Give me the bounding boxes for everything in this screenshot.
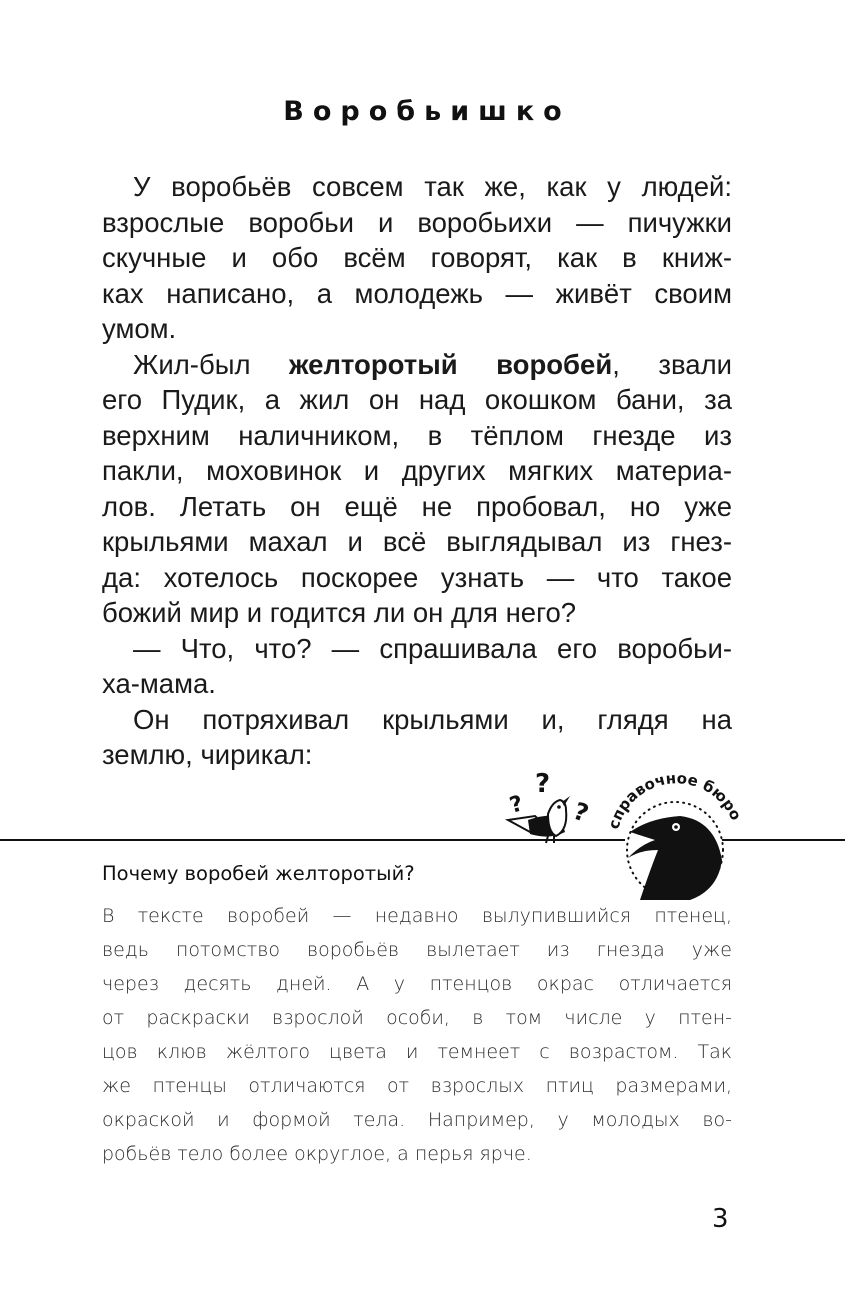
story-text (102, 169, 732, 773)
badge-text: справочное бюро (604, 769, 746, 832)
text-line: землю, чирикал: (102, 739, 313, 770)
text-line: взрослые воробьи и воробьихи — пичужки (102, 206, 732, 238)
svg-text:?: ? (535, 769, 551, 799)
sidebar-heading: Почему воробей желторотый? (102, 862, 415, 885)
svg-text:?: ? (569, 796, 593, 828)
svg-text:?: ? (507, 791, 526, 819)
crow-badge-icon (604, 769, 745, 900)
sidebar-line: же птенцы отличаются от взрослых птиц размерами, (102, 1075, 732, 1097)
text-line: лов. Летать он ещё не пробовал, но уже (102, 490, 732, 522)
reference-bureau-illustration (490, 750, 750, 900)
text-line: ках написано, а молодежь — живёт своим (102, 277, 732, 309)
sidebar-line: робьёв тело более округлое, а перья ярче. (102, 1143, 532, 1165)
text-line: скучные и обо всём говорят, как в книж- (102, 242, 732, 273)
text-fragment: Жил-был (133, 348, 290, 380)
sidebar-line: цов клюв жёлтого цвета и темнеет с возрастом. Так (102, 1041, 732, 1063)
text-line: верхним наличником, в тёплом гнезде из (102, 419, 732, 451)
story-title: Воробьишко (283, 96, 571, 127)
text-line: пакли, моховинок и других мягких материа- (102, 455, 732, 486)
bold-term: желторотый воробей (289, 348, 613, 380)
sidebar-line: от раскраски взрослой особи, в том числе у птен- (102, 1007, 732, 1029)
text-line: У воробьёв совсем так же, как у людей: (133, 171, 732, 202)
text-line: да: хотелось поскорее узнать — что такое (102, 561, 732, 593)
sidebar-line: В тексте воробей — недавно вылупившийся птенец, (102, 905, 732, 927)
sidebar-line: ведь потомство воробьёв вылетает из гнезда уже (102, 939, 732, 961)
text-line: Он потряхивал крыльями и, глядя на (133, 703, 732, 735)
sidebar-line: через десять дней. А у птенцов окрас отличается (102, 973, 732, 995)
text-fragment: , звали (612, 348, 732, 380)
sidebar-text (102, 899, 732, 1171)
text-line: ха-мама. (102, 668, 216, 699)
page-number: 3 (712, 1204, 729, 1234)
text-line (102, 347, 732, 383)
text-line: божий мир и годится ли он для него? (102, 597, 577, 628)
sidebar-line: окраской и формой тела. Например, у молодых во- (102, 1109, 732, 1131)
text-line: его Пудик, а жил он над окошком бани, за (102, 384, 732, 415)
text-line: крыльями махал и всё выглядывал из гнез- (102, 526, 732, 557)
text-line: — Что, что? — спрашивала его воробьи- (133, 632, 732, 664)
text-line: умом. (102, 313, 177, 344)
